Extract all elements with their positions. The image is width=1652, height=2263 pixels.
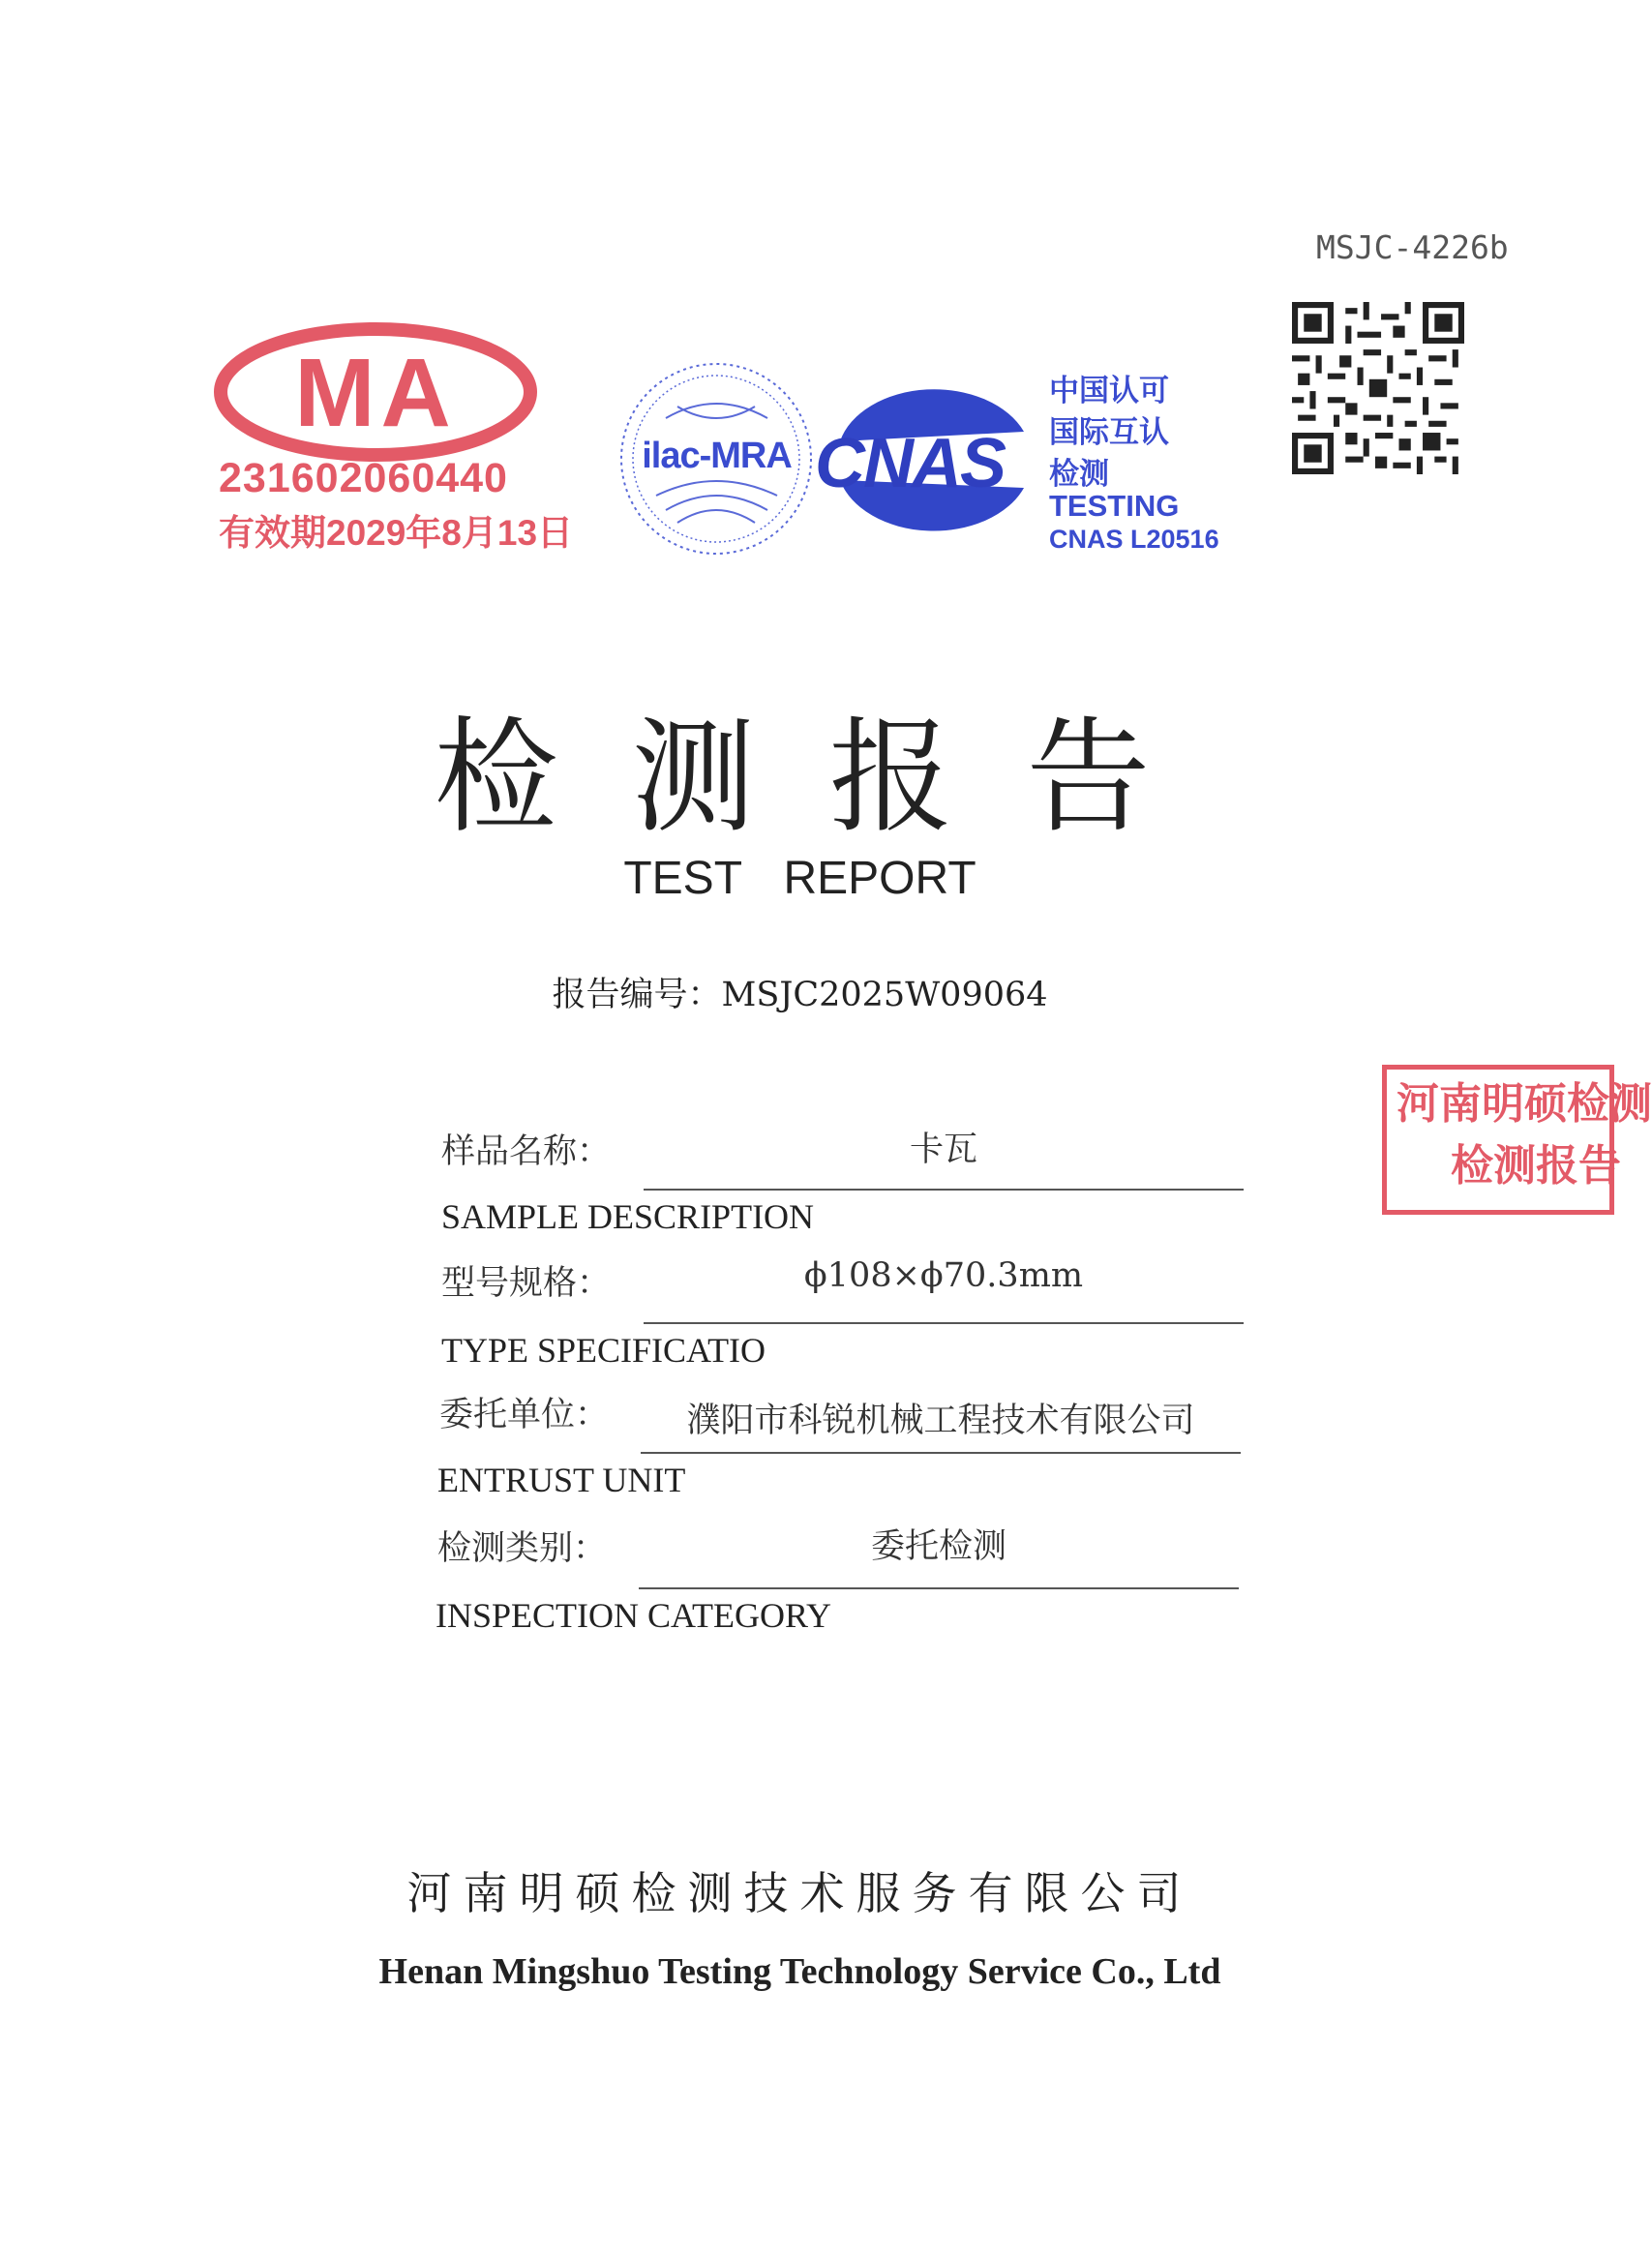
report-title-cn: 检测报告: [434, 706, 1224, 850]
spec-label: 型号规格：: [441, 1264, 612, 1303]
category-underline: [639, 1587, 1239, 1589]
cnas-line-3: 检测: [1049, 457, 1109, 491]
category-value: 委托检测: [870, 1527, 1006, 1566]
report-number-label: 报告编号：: [552, 976, 722, 1014]
entrust-unit-label-en: ENTRUST UNIT: [437, 1461, 686, 1499]
qr-code-icon: [1292, 302, 1464, 474]
spec-underline: [644, 1322, 1244, 1324]
spec-value: ϕ108×ϕ70.3mm: [803, 1256, 1084, 1295]
cnas-line-5: CNAS L20516: [1049, 525, 1219, 554]
sample-name-value: 卡瓦: [909, 1131, 977, 1169]
category-label: 检测类别：: [437, 1529, 608, 1568]
cnas-line-2: 国际互认: [1049, 415, 1169, 449]
cnas-line-1: 中国认可: [1049, 374, 1169, 407]
cnas-line-4: TESTING: [1049, 489, 1180, 523]
company-name-cn: 河南明硕检测技术服务有限公司: [406, 1867, 1193, 1919]
company-name-en: Henan Mingshuo Testing Technology Service Co., Ltd: [378, 1951, 1221, 1992]
sample-name-label: 样品名称：: [441, 1132, 612, 1171]
report-number-value: MSJC2025W09064: [721, 976, 1048, 1014]
entrust-unit-underline: [641, 1452, 1241, 1454]
report-title-en: TEST REPORT: [623, 853, 976, 904]
sample-name-label-en: SAMPLE DESCRIPTION: [441, 1197, 815, 1236]
company-seal: [1382, 1065, 1652, 1215]
ilac-text: ilac-MRA: [642, 436, 792, 476]
entrust-unit-value: 濮阳市科锐机械工程技术有限公司: [686, 1402, 1195, 1440]
report-number: [0, 968, 1600, 1016]
cma-validity: 有效期2029年8月13日: [219, 513, 574, 553]
document-code: MSJC-4226b: [1316, 228, 1509, 266]
seal-line-2: 检测报告: [1451, 1141, 1621, 1191]
category-label-en: INSPECTION CATEGORY: [436, 1596, 832, 1635]
cma-logo-text: MA: [294, 339, 457, 447]
seal-line-1: 河南明硕检测: [1397, 1079, 1652, 1129]
cnas-logo-text: CNAS: [815, 425, 1006, 502]
entrust-unit-label: 委托单位：: [439, 1396, 610, 1434]
sample-name-underline: [644, 1189, 1244, 1191]
cma-number: 231602060440: [219, 455, 508, 501]
spec-label-en: TYPE SPECIFICATIO: [441, 1331, 766, 1370]
